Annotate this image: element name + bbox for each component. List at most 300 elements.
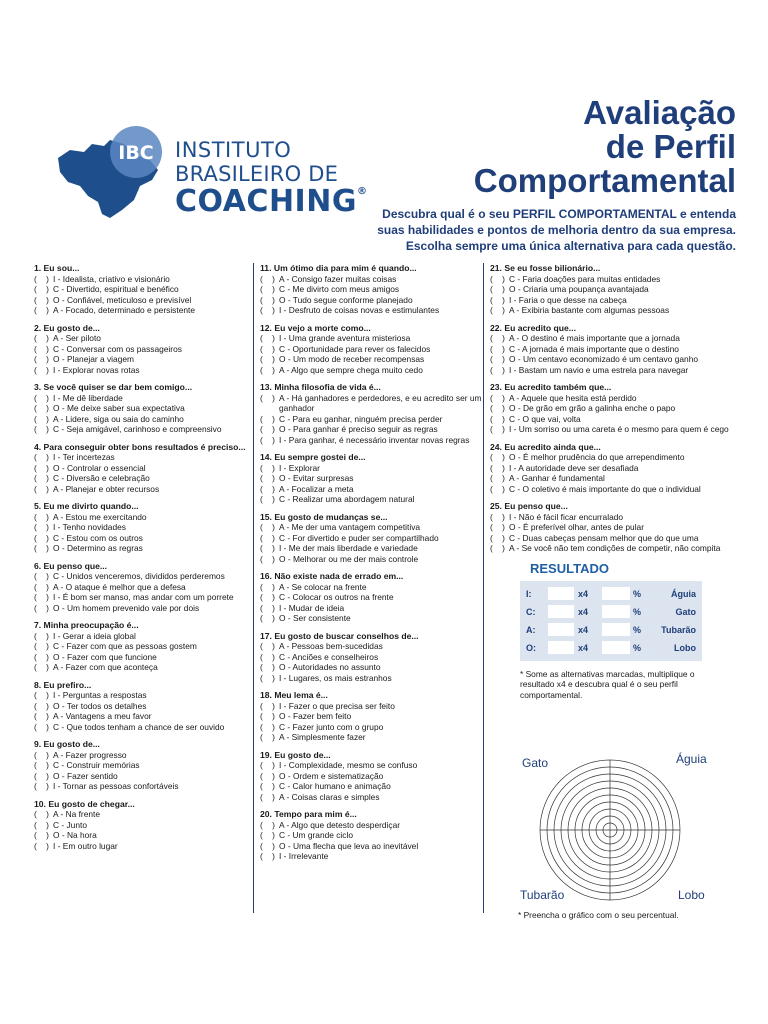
answer-option[interactable] (490, 424, 734, 435)
answer-label: I - Mudar de ideia (279, 602, 345, 613)
answer-checkbox[interactable]: ( ) (260, 294, 275, 305)
answer-option[interactable] (490, 473, 734, 484)
answer-label: I - Bastam um navio e uma estrela para navegar (509, 364, 689, 375)
answer-checkbox[interactable]: ( ) (34, 700, 49, 711)
answer-option[interactable] (260, 393, 485, 414)
answer-label: C - Um grande ciclo (279, 830, 354, 840)
answer-label: C - A jornada é mais importante que o destino (509, 343, 679, 354)
answer-label: I - Me der mais liberdade e variedade (279, 543, 418, 553)
answer-checkbox[interactable]: ( ) (34, 602, 49, 613)
answer-checkbox[interactable]: ( ) (260, 364, 275, 375)
answer-checkbox[interactable]: ( ) (490, 522, 505, 532)
question-title: 4. Para conseguir obter bons resultados é preciso... (34, 441, 246, 452)
answer-label: O - Um centavo economizado é um centavo ganho (509, 354, 699, 364)
answer-option[interactable] (260, 781, 485, 792)
answer-checkbox[interactable]: ( ) (260, 721, 275, 732)
answer-option[interactable] (34, 662, 249, 673)
answer-option[interactable] (260, 295, 485, 306)
answer-checkbox[interactable]: ( ) (490, 294, 505, 305)
answer-label: A - Lidere, siga ou saia do caminho (53, 413, 184, 424)
answer-option[interactable] (260, 333, 485, 344)
answer-checkbox[interactable]: ( ) (260, 473, 275, 483)
answer-checkbox[interactable]: ( ) (490, 452, 505, 462)
question-title: 25. Eu penso que... (490, 501, 568, 511)
answer-option[interactable] (260, 641, 485, 652)
answer-option[interactable] (34, 365, 249, 376)
answer-checkbox[interactable]: ( ) (260, 543, 275, 553)
answer-option[interactable] (260, 722, 485, 733)
answer-label: C - Para eu ganhar, ninguém precisa perder (279, 413, 443, 424)
result-count-field[interactable] (548, 641, 574, 654)
answer-checkbox[interactable]: ( ) (260, 392, 275, 403)
answer-option[interactable] (34, 631, 249, 642)
answer-checkbox[interactable]: ( ) (34, 354, 49, 364)
question-15 (260, 512, 485, 565)
answer-option[interactable] (34, 603, 249, 614)
question-17 (260, 631, 485, 684)
answer-checkbox[interactable]: ( ) (34, 571, 49, 581)
answer-option[interactable] (34, 781, 249, 792)
answer-option[interactable] (260, 732, 485, 743)
answer-checkbox[interactable]: ( ) (34, 641, 49, 651)
answer-checkbox[interactable]: ( ) (260, 413, 275, 424)
answer-checkbox[interactable]: ( ) (34, 711, 49, 721)
answer-option[interactable] (34, 533, 249, 544)
answer-label: O - É melhor prudência do que arrependimento (509, 452, 685, 462)
answer-option[interactable] (490, 344, 734, 355)
answer-option[interactable] (34, 711, 249, 722)
answer-option[interactable] (490, 295, 734, 306)
answer-label: I - Gerar a ideia global (53, 630, 136, 641)
answer-checkbox[interactable]: ( ) (490, 462, 505, 473)
result-count-field[interactable] (548, 623, 574, 636)
answer-checkbox[interactable]: ( ) (260, 791, 275, 802)
result-percent-sign: % (633, 588, 642, 599)
answer-checkbox[interactable]: ( ) (34, 452, 49, 462)
answer-option[interactable] (490, 452, 734, 463)
answer-checkbox[interactable]: ( ) (34, 392, 49, 403)
answer-option[interactable] (490, 284, 734, 295)
answer-checkbox[interactable]: ( ) (34, 721, 49, 732)
answer-option[interactable] (260, 592, 485, 603)
answer-checkbox[interactable]: ( ) (260, 424, 275, 434)
answer-option[interactable] (34, 295, 249, 306)
question-14 (260, 452, 485, 505)
result-count-field[interactable] (548, 587, 574, 600)
answer-checkbox[interactable]: ( ) (260, 483, 275, 494)
answer-option[interactable] (34, 771, 249, 782)
answer-label: A - Algo que detesto desperdiçar (279, 819, 401, 830)
answer-checkbox[interactable]: ( ) (260, 602, 275, 613)
question-title: 14. Eu sempre gostei de... (260, 452, 366, 462)
answer-option[interactable] (34, 284, 249, 295)
question-title: 22. Eu acredito que... (490, 322, 576, 333)
answer-label: O - Fazer bem feito (279, 711, 352, 721)
answer-checkbox[interactable]: ( ) (260, 553, 275, 564)
answer-label: A - Ser piloto (53, 333, 101, 343)
answer-option[interactable] (34, 592, 249, 603)
answer-checkbox[interactable]: ( ) (260, 662, 275, 672)
answer-checkbox[interactable]: ( ) (34, 364, 49, 375)
answer-option[interactable] (490, 463, 734, 474)
answer-checkbox[interactable]: ( ) (260, 700, 275, 711)
answer-label: C - Anciões e conselheiros (279, 651, 379, 662)
result-percent-field[interactable] (602, 641, 630, 654)
answer-option[interactable] (34, 543, 249, 554)
answer-option[interactable] (34, 841, 249, 852)
answer-option[interactable] (260, 760, 485, 771)
answer-option[interactable] (34, 473, 249, 484)
answer-checkbox[interactable]: ( ) (260, 494, 275, 504)
answer-checkbox[interactable]: ( ) (34, 809, 49, 819)
answer-checkbox[interactable]: ( ) (34, 770, 49, 781)
answer-label: O - Ordem e sistematização (279, 770, 384, 781)
answer-option[interactable] (490, 393, 734, 404)
answer-label: O - De grão em grão a galinha enche o papo (509, 403, 676, 413)
answer-option[interactable] (34, 463, 249, 474)
answer-label: A - Focalizar a meta (279, 483, 354, 494)
answer-option[interactable] (34, 344, 249, 355)
brazil-map-icon (40, 110, 175, 230)
answer-option[interactable] (34, 424, 249, 435)
answer-option[interactable] (260, 344, 485, 355)
question-18 (260, 690, 485, 743)
answer-checkbox[interactable]: ( ) (34, 403, 49, 413)
answer-option[interactable] (34, 820, 249, 831)
answer-label: A - Coisas claras e simples (279, 791, 380, 802)
answer-checkbox[interactable]: ( ) (34, 333, 49, 343)
answer-option[interactable] (260, 613, 485, 624)
question-title: 19. Eu gosto de... (260, 749, 331, 760)
answer-option[interactable] (34, 722, 249, 733)
answer-checkbox[interactable]: ( ) (490, 543, 505, 553)
result-percent-field[interactable] (602, 623, 630, 636)
answer-option[interactable] (260, 365, 485, 376)
answer-option[interactable] (260, 662, 485, 673)
answer-checkbox[interactable]: ( ) (34, 294, 49, 305)
question-13 (260, 382, 485, 445)
page-title (474, 96, 736, 198)
answer-checkbox[interactable]: ( ) (260, 354, 275, 364)
answer-option[interactable] (260, 792, 485, 803)
answer-option[interactable] (260, 652, 485, 663)
logo-line-3 (175, 184, 368, 219)
answer-option[interactable] (34, 403, 249, 414)
answer-option[interactable] (260, 354, 485, 365)
answer-label: C - O que vai, volta (509, 413, 581, 424)
answer-option[interactable] (490, 305, 734, 316)
answer-checkbox[interactable]: ( ) (34, 305, 49, 315)
answer-checkbox[interactable]: ( ) (490, 392, 505, 403)
answer-checkbox[interactable]: ( ) (34, 522, 49, 532)
answer-option[interactable] (260, 305, 485, 316)
answer-option[interactable] (34, 641, 249, 652)
result-percent-sign: % (633, 642, 642, 653)
answer-checkbox[interactable]: ( ) (260, 343, 275, 354)
answer-checkbox[interactable]: ( ) (34, 651, 49, 662)
answer-option[interactable] (260, 603, 485, 614)
answer-checkbox[interactable]: ( ) (260, 711, 275, 721)
answer-option[interactable] (260, 830, 485, 841)
answer-option[interactable] (34, 690, 249, 701)
answer-checkbox[interactable]: ( ) (490, 333, 505, 343)
answer-checkbox[interactable]: ( ) (34, 511, 49, 522)
answer-label: A - Há ganhadores e perdedores, e eu acredito ser um ganhador (279, 392, 482, 413)
answer-checkbox[interactable]: ( ) (490, 424, 505, 434)
target-label-tubarao: Tubarão (520, 888, 565, 902)
ibc-logo (40, 110, 370, 230)
answer-option[interactable] (260, 851, 485, 862)
answer-checkbox[interactable]: ( ) (34, 543, 49, 553)
result-letter: A: (526, 624, 536, 635)
answer-label: A - O ataque é melhor que a defesa (53, 581, 186, 592)
answer-checkbox[interactable]: ( ) (34, 473, 49, 483)
profile-target-chart (490, 750, 730, 920)
answer-checkbox[interactable]: ( ) (260, 434, 275, 445)
question-title: 11. Um ótimo dia para mim é quando... (260, 263, 417, 273)
answer-option[interactable] (34, 305, 249, 316)
answer-label: A - Na frente (53, 809, 101, 819)
answer-label: I - Para ganhar, é necessário inventar novas regras (279, 434, 470, 445)
answer-checkbox[interactable]: ( ) (260, 651, 275, 662)
answer-checkbox[interactable]: ( ) (34, 781, 49, 791)
title-line-2: de Perfil (605, 128, 736, 165)
answer-checkbox[interactable]: ( ) (34, 749, 49, 760)
answer-option[interactable] (490, 403, 734, 414)
question-title: 9. Eu gosto de... (34, 739, 100, 749)
answer-option[interactable] (34, 274, 249, 285)
answer-option[interactable] (260, 424, 485, 435)
answer-checkbox[interactable]: ( ) (490, 511, 505, 522)
answer-label: I - Faria o que desse na cabeça (509, 294, 627, 305)
answer-checkbox[interactable]: ( ) (34, 840, 49, 851)
answer-label: O - Autoridades no assunto (279, 662, 381, 672)
question-3 (34, 382, 249, 435)
answer-option[interactable] (34, 393, 249, 404)
target-label-gato: Gato (522, 756, 549, 770)
answer-checkbox[interactable]: ( ) (34, 532, 49, 543)
answer-option[interactable] (34, 333, 249, 344)
answer-checkbox[interactable]: ( ) (490, 532, 505, 543)
answer-label: A - Fazer com que aconteça (53, 662, 158, 672)
answer-label: C - Oportunidade para rever os falecidos (279, 343, 431, 354)
answer-option[interactable] (260, 274, 485, 285)
answer-checkbox[interactable]: ( ) (490, 364, 505, 375)
answer-label: A - Pessoas bem-sucedidas (279, 641, 383, 651)
answer-option[interactable] (34, 414, 249, 425)
question-12 (260, 323, 485, 376)
answer-checkbox[interactable]: ( ) (34, 284, 49, 294)
answer-option[interactable] (260, 771, 485, 782)
result-letter: C: (526, 606, 536, 617)
answer-option[interactable] (490, 365, 734, 376)
answer-label: C - Seja amigável, carinhoso e compreensivo (53, 424, 222, 434)
answer-checkbox[interactable]: ( ) (490, 284, 505, 294)
answer-label: A - Exibiria bastante com algumas pessoas (509, 305, 670, 315)
answer-checkbox[interactable]: ( ) (34, 630, 49, 641)
answer-option[interactable] (490, 333, 734, 344)
answer-checkbox[interactable]: ( ) (34, 662, 49, 672)
answer-label: I - Ter incertezas (53, 452, 115, 462)
answer-checkbox[interactable]: ( ) (260, 333, 275, 343)
answer-option[interactable] (260, 543, 485, 554)
answer-checkbox[interactable]: ( ) (34, 690, 49, 700)
answer-label: I - Fazer o que precisa ser feito (279, 700, 395, 711)
answer-label: A - Aquele que hesita está perdido (509, 392, 637, 403)
result-percent-field[interactable] (602, 605, 630, 618)
answer-label: O - Fazer com que funcione (53, 651, 157, 662)
answer-option[interactable] (490, 533, 734, 544)
answer-checkbox[interactable]: ( ) (34, 819, 49, 830)
question-title: 6. Eu penso que... (34, 560, 108, 571)
answer-label: I - Tornar as pessoas confortáveis (53, 781, 179, 791)
answer-option[interactable] (34, 830, 249, 841)
answer-label: A - Fazer progresso (53, 749, 127, 760)
answer-option[interactable] (490, 543, 734, 554)
result-count-field[interactable] (548, 605, 574, 618)
answer-option[interactable] (260, 711, 485, 722)
answer-option[interactable] (260, 554, 485, 565)
answer-checkbox[interactable]: ( ) (34, 462, 49, 473)
header (0, 0, 768, 262)
result-multiplier: x4 (578, 606, 589, 617)
result-percent-field[interactable] (602, 587, 630, 600)
answer-checkbox[interactable]: ( ) (34, 581, 49, 592)
answer-checkbox[interactable]: ( ) (34, 592, 49, 602)
answer-checkbox[interactable]: ( ) (260, 462, 275, 473)
answer-option[interactable] (34, 522, 249, 533)
answer-option[interactable] (34, 452, 249, 463)
answer-checkbox[interactable]: ( ) (260, 532, 275, 543)
answer-option[interactable] (34, 512, 249, 523)
answer-option[interactable] (260, 522, 485, 533)
answer-checkbox[interactable]: ( ) (490, 343, 505, 354)
answer-option[interactable] (490, 274, 734, 285)
answer-option[interactable] (260, 533, 485, 544)
answer-label: C - Diversão e celebração (53, 473, 150, 483)
answer-label: A - Planejar e obter recursos (53, 483, 160, 494)
answer-option[interactable] (260, 673, 485, 684)
result-multiplier: x4 (578, 624, 589, 635)
question-title: 1. Eu sou... (34, 263, 80, 273)
answer-checkbox[interactable]: ( ) (34, 830, 49, 840)
answer-checkbox[interactable]: ( ) (34, 343, 49, 354)
answer-checkbox[interactable]: ( ) (490, 403, 505, 413)
answer-checkbox[interactable]: ( ) (490, 483, 505, 494)
answer-label: I - É bom ser manso, mas andar com um porrete (53, 592, 234, 602)
answer-checkbox[interactable]: ( ) (260, 613, 275, 623)
answer-option[interactable] (260, 463, 485, 474)
answer-label: I - A autoridade deve ser desafiada (509, 462, 639, 473)
answer-option[interactable] (260, 484, 485, 495)
answer-option[interactable] (34, 760, 249, 771)
question-title: 21. Se eu fosse bilionário... (490, 263, 601, 273)
question-title: 3. Se você quiser se dar bem comigo... (34, 382, 193, 392)
answer-option[interactable] (490, 354, 734, 365)
answer-label: C - For divertido e puder ser compartilhado (279, 532, 439, 543)
answer-option[interactable] (490, 512, 734, 523)
question-title: 24. Eu acredito ainda que... (490, 441, 601, 452)
answer-checkbox[interactable]: ( ) (490, 413, 505, 424)
subtitle-line-1: Descubra qual é o seu PERFIL COMPORTAMENTAL e entenda (382, 207, 736, 221)
answer-checkbox[interactable]: ( ) (260, 830, 275, 840)
answer-option[interactable] (34, 484, 249, 495)
answer-option[interactable] (260, 701, 485, 712)
answer-option[interactable] (34, 571, 249, 582)
answer-checkbox[interactable]: ( ) (260, 284, 275, 294)
answer-option[interactable] (260, 494, 485, 505)
answer-label: A - Vantagens a meu favor (53, 711, 152, 721)
answer-option[interactable] (260, 820, 485, 831)
answer-option[interactable] (260, 284, 485, 295)
answer-checkbox[interactable]: ( ) (490, 473, 505, 483)
answer-checkbox[interactable]: ( ) (34, 273, 49, 284)
answer-option[interactable] (34, 809, 249, 820)
answer-option[interactable] (490, 484, 734, 495)
logo-registered-mark: ® (356, 186, 368, 197)
result-section (490, 561, 734, 701)
answer-option[interactable] (34, 652, 249, 663)
answer-checkbox[interactable]: ( ) (260, 522, 275, 532)
answer-option[interactable] (34, 582, 249, 593)
answer-option[interactable] (260, 414, 485, 425)
answer-checkbox[interactable]: ( ) (260, 840, 275, 851)
answer-checkbox[interactable]: ( ) (260, 305, 275, 315)
question-title: 13. Minha filosofia de vida é... (260, 382, 381, 392)
answer-option[interactable] (34, 701, 249, 712)
answer-checkbox[interactable]: ( ) (260, 641, 275, 651)
answer-checkbox[interactable]: ( ) (260, 819, 275, 830)
answer-option[interactable] (260, 435, 485, 446)
answer-option[interactable] (260, 582, 485, 593)
answer-checkbox[interactable]: ( ) (34, 760, 49, 770)
answer-label: A - Me der uma vantagem competitiva (279, 522, 421, 532)
answer-checkbox[interactable]: ( ) (490, 305, 505, 315)
answer-checkbox[interactable]: ( ) (260, 770, 275, 781)
answer-checkbox[interactable]: ( ) (260, 672, 275, 683)
answer-checkbox[interactable]: ( ) (260, 592, 275, 602)
answer-option[interactable] (490, 414, 734, 425)
answer-label: A - Simplesmente fazer (279, 732, 366, 742)
answer-option[interactable] (260, 841, 485, 852)
answer-checkbox[interactable]: ( ) (34, 483, 49, 494)
answer-label: O - Um modo de receber recompensas (279, 354, 425, 364)
answer-checkbox[interactable]: ( ) (490, 273, 505, 284)
answer-checkbox[interactable]: ( ) (260, 581, 275, 592)
answer-label: C - Fazer com que as pessoas gostem (53, 641, 197, 651)
answer-option[interactable] (34, 750, 249, 761)
answer-checkbox[interactable]: ( ) (260, 760, 275, 770)
answer-checkbox[interactable]: ( ) (34, 413, 49, 424)
question-5 (34, 501, 249, 554)
answer-checkbox[interactable]: ( ) (260, 851, 275, 861)
answer-option[interactable] (490, 522, 734, 533)
answer-checkbox[interactable]: ( ) (260, 732, 275, 742)
question-1 (34, 263, 249, 316)
answer-option[interactable] (34, 354, 249, 365)
answer-label: O - Controlar o essencial (53, 462, 146, 473)
answer-label: I - Explorar (279, 462, 320, 473)
result-title: RESULTADO (530, 560, 609, 576)
answer-checkbox[interactable]: ( ) (260, 273, 275, 284)
answer-checkbox[interactable]: ( ) (260, 781, 275, 791)
answer-checkbox[interactable]: ( ) (490, 354, 505, 364)
answer-label: I - Idealista, criativo e visionário (53, 273, 170, 284)
answer-checkbox[interactable]: ( ) (34, 424, 49, 434)
answer-option[interactable] (260, 473, 485, 484)
result-multiplier: x4 (578, 642, 589, 653)
answer-label: O - Evitar surpresas (279, 473, 354, 483)
